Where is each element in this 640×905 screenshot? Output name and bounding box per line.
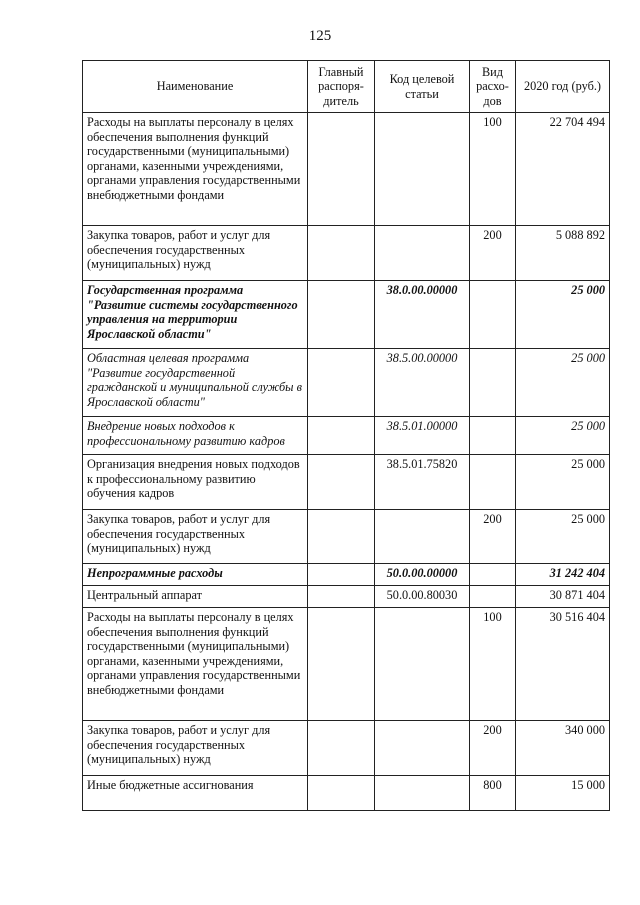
row-name: Расходы на выплаты персоналу в целях обеспечения выполнения функций государственными (муниципальными) органами, казенными учреждениями, органами управления государственными внебюджетными фондами bbox=[83, 608, 308, 721]
row-manager bbox=[308, 586, 375, 608]
row-manager bbox=[308, 608, 375, 721]
row-manager bbox=[308, 455, 375, 510]
row-kind bbox=[470, 281, 516, 349]
row-manager bbox=[308, 281, 375, 349]
row-kind bbox=[470, 586, 516, 608]
row-name: Закупка товаров, работ и услуг для обеспечения государственных (муниципальных) нужд bbox=[83, 721, 308, 776]
row-name: Закупка товаров, работ и услуг для обеспечения государственных (муниципальных) нужд bbox=[83, 226, 308, 281]
row-name: Организация внедрения новых подходов к профессиональному развитию обучения кадров bbox=[83, 455, 308, 510]
row-code: 50.0.00.80030 bbox=[375, 586, 470, 608]
row-code: 38.0.00.00000 bbox=[375, 281, 470, 349]
row-name: Расходы на выплаты персоналу в целях обеспечения выполнения функций государственными (муниципальными) органами, казенными учреждениями, органами управления государственными внебюджетными фондами bbox=[83, 113, 308, 226]
row-kind: 200 bbox=[470, 226, 516, 281]
row-amount: 22 704 494 bbox=[516, 113, 610, 226]
table-row bbox=[83, 455, 610, 510]
row-code bbox=[375, 113, 470, 226]
table-row bbox=[83, 113, 610, 226]
table-row bbox=[83, 226, 610, 281]
table-row bbox=[83, 564, 610, 586]
row-manager bbox=[308, 417, 375, 455]
row-kind bbox=[470, 455, 516, 510]
row-code bbox=[375, 721, 470, 776]
table-row bbox=[83, 417, 610, 455]
row-code bbox=[375, 776, 470, 811]
table-header-row bbox=[83, 61, 610, 113]
row-amount: 25 000 bbox=[516, 349, 610, 417]
row-amount: 340 000 bbox=[516, 721, 610, 776]
row-manager bbox=[308, 113, 375, 226]
page-number: 125 bbox=[308, 28, 332, 44]
row-name: Государственная программа "Развитие системы государственного управления на территории Ярославской области" bbox=[83, 281, 308, 349]
row-manager bbox=[308, 226, 375, 281]
row-code: 38.5.01.75820 bbox=[375, 455, 470, 510]
row-code bbox=[375, 608, 470, 721]
budget-table bbox=[82, 60, 610, 811]
table-row bbox=[83, 349, 610, 417]
table-row bbox=[83, 586, 610, 608]
header-manager: Главный распоря-дитель bbox=[308, 61, 375, 113]
row-name: Закупка товаров, работ и услуг для обеспечения государственных (муниципальных) нужд bbox=[83, 510, 308, 564]
header-amount: 2020 год (руб.) bbox=[516, 61, 610, 113]
row-amount: 31 242 404 bbox=[516, 564, 610, 586]
row-kind bbox=[470, 349, 516, 417]
row-amount: 15 000 bbox=[516, 776, 610, 811]
row-code bbox=[375, 510, 470, 564]
header-kind: Вид расхо-дов bbox=[470, 61, 516, 113]
row-amount: 25 000 bbox=[516, 455, 610, 510]
row-name: Центральный аппарат bbox=[83, 586, 308, 608]
row-amount: 30 516 404 bbox=[516, 608, 610, 721]
row-manager bbox=[308, 721, 375, 776]
row-manager bbox=[308, 776, 375, 811]
header-code: Код целевой статьи bbox=[375, 61, 470, 113]
row-amount: 30 871 404 bbox=[516, 586, 610, 608]
row-kind: 100 bbox=[470, 113, 516, 226]
table-row bbox=[83, 510, 610, 564]
row-kind: 200 bbox=[470, 721, 516, 776]
row-manager bbox=[308, 510, 375, 564]
table-row bbox=[83, 721, 610, 776]
row-amount: 25 000 bbox=[516, 281, 610, 349]
row-kind bbox=[470, 564, 516, 586]
row-code: 38.5.01.00000 bbox=[375, 417, 470, 455]
table-row bbox=[83, 281, 610, 349]
row-name: Иные бюджетные ассигнования bbox=[83, 776, 308, 811]
row-manager bbox=[308, 564, 375, 586]
header-name: Наименование bbox=[83, 61, 308, 113]
row-amount: 25 000 bbox=[516, 510, 610, 564]
row-code: 50.0.00.00000 bbox=[375, 564, 470, 586]
table-row bbox=[83, 608, 610, 721]
row-kind: 200 bbox=[470, 510, 516, 564]
row-name: Внедрение новых подходов к профессиональному развитию кадров bbox=[83, 417, 308, 455]
row-kind: 100 bbox=[470, 608, 516, 721]
row-amount: 25 000 bbox=[516, 417, 610, 455]
row-name: Областная целевая программа "Развитие государственной гражданской и муниципальной службы в Ярославской области" bbox=[83, 349, 308, 417]
row-kind: 800 bbox=[470, 776, 516, 811]
row-amount: 5 088 892 bbox=[516, 226, 610, 281]
row-manager bbox=[308, 349, 375, 417]
row-name: Непрограммные расходы bbox=[83, 564, 308, 586]
row-code bbox=[375, 226, 470, 281]
table-row bbox=[83, 776, 610, 811]
row-kind bbox=[470, 417, 516, 455]
row-code: 38.5.00.00000 bbox=[375, 349, 470, 417]
